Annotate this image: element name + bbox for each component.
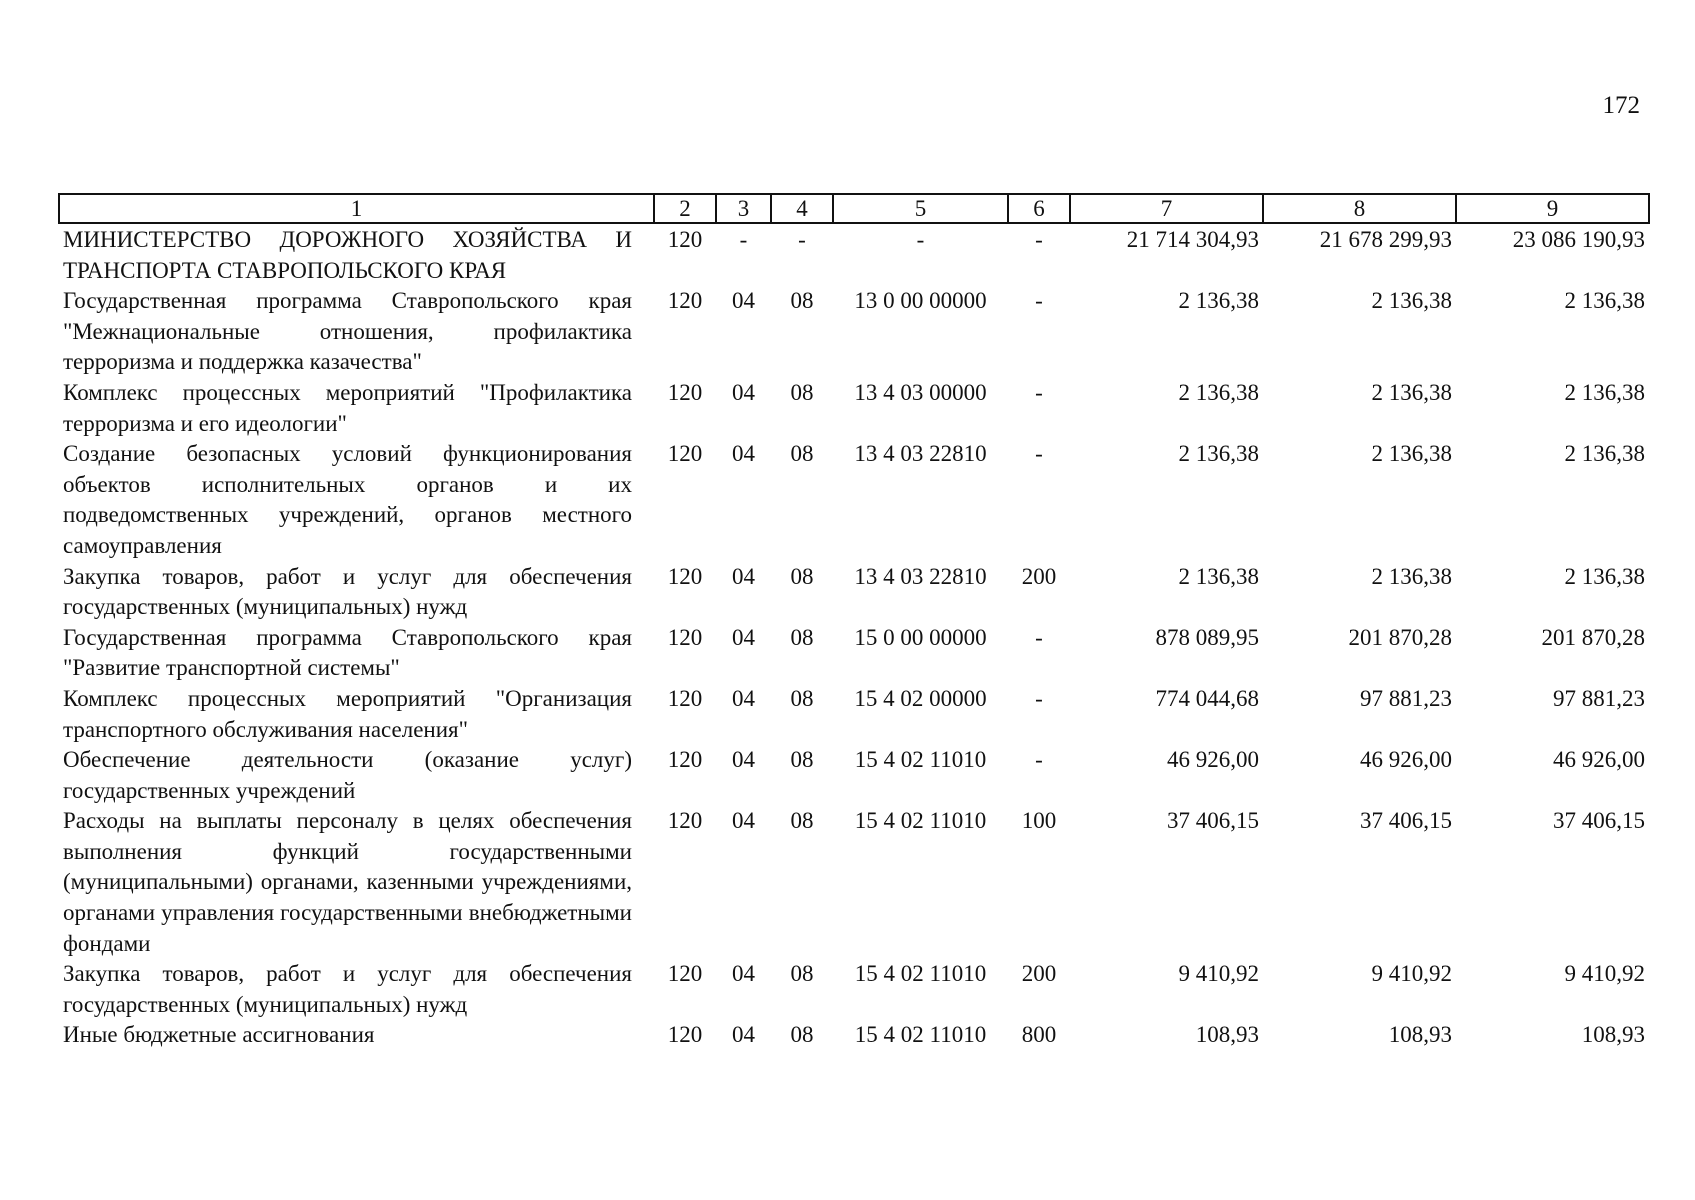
section-code-cell: -: [739, 227, 748, 252]
expense-type-cell: 200: [1021, 563, 1057, 589]
subsection-code-cell: 08: [790, 685, 814, 711]
expense-type-cell: -: [1035, 227, 1043, 252]
subsection-code-cell: 08: [790, 624, 814, 650]
table-row: [59, 286, 1649, 378]
table-row: [59, 623, 1649, 684]
table-row: [59, 378, 1649, 439]
section-code-cell: 04: [732, 624, 755, 650]
amount-col7-cell: 2 136,38: [1178, 441, 1259, 467]
subsection-code-cell: 08: [790, 747, 814, 773]
table-header: [59, 194, 1649, 223]
amount-col8-cell: 37 406,15: [1360, 808, 1452, 834]
subsection-code-cell: 08: [790, 379, 814, 405]
page-number: 172: [1602, 92, 1640, 119]
section-code-cell: 04: [732, 441, 755, 467]
row-name-cell: Государственная программа Ставропольского края "Межнациональные отношения, профилактика терроризма и поддержка казачества": [63, 288, 632, 375]
ministry-code-cell: 120: [667, 685, 703, 711]
table-row: [59, 959, 1649, 1020]
header-cell-5: 5: [833, 194, 1008, 223]
target-article-cell: 13 4 03 00000: [854, 379, 987, 405]
header-cell-7: 7: [1070, 194, 1263, 223]
target-article-cell: 15 0 00 00000: [854, 624, 987, 650]
amount-col9-cell: 23 086 190,93: [1512, 227, 1645, 252]
amount-col7-cell: 878 089,95: [1155, 624, 1259, 650]
expense-type-cell: -: [1035, 441, 1043, 467]
target-article-cell: 15 4 02 11010: [854, 1022, 987, 1048]
expense-type-cell: -: [1035, 288, 1043, 314]
expense-type-cell: 200: [1021, 961, 1057, 987]
section-code-cell: 04: [732, 685, 755, 711]
ministry-code-cell: 120: [667, 808, 703, 834]
subsection-code-cell: 08: [790, 288, 814, 314]
table-row: [59, 684, 1649, 745]
header-cell-1: 1: [59, 194, 654, 223]
header-row: [59, 194, 1649, 223]
amount-col8-cell: 2 136,38: [1371, 379, 1452, 405]
ministry-code-cell: 120: [667, 961, 703, 987]
amount-col8-cell: 2 136,38: [1371, 563, 1452, 589]
header-cell-2: 2: [654, 194, 716, 223]
amount-col9-cell: 2 136,38: [1564, 563, 1645, 589]
subsection-code-cell: 08: [790, 441, 814, 467]
header-cell-4: 4: [771, 194, 833, 223]
ministry-code-cell: 120: [667, 563, 703, 589]
amount-col8-cell: 2 136,38: [1371, 288, 1452, 314]
row-name-cell: Иные бюджетные ассигнования: [63, 1022, 375, 1048]
row-name-cell: Комплекс процессных мероприятий "Профилактика терроризма и его идеологии": [63, 379, 632, 436]
ministry-code-cell: 120: [667, 747, 703, 773]
target-article-cell: 15 4 02 11010: [854, 747, 987, 773]
ministry-code-cell: 120: [667, 441, 703, 467]
amount-col7-cell: 2 136,38: [1178, 563, 1259, 589]
amount-col8-cell: 21 678 299,93: [1319, 227, 1452, 252]
expense-type-cell: 100: [1021, 808, 1057, 834]
expense-type-cell: -: [1035, 379, 1043, 405]
header-cell-6: 6: [1008, 194, 1070, 223]
row-name-cell: Закупка товаров, работ и услуг для обеспечения государственных (муниципальных) нужд: [63, 961, 632, 1017]
subsection-code-cell: 08: [790, 808, 814, 834]
amount-col7-cell: 774 044,68: [1155, 685, 1259, 711]
row-name-cell: Обеспечение деятельности (оказание услуг) государственных учреждений: [63, 747, 632, 803]
section-code-cell: 04: [732, 808, 755, 834]
subsection-code-cell: -: [798, 227, 806, 252]
section-code-cell: 04: [732, 961, 755, 987]
amount-col8-cell: 201 870,28: [1348, 624, 1452, 650]
amount-col8-cell: 2 136,38: [1371, 441, 1452, 467]
table-row: [59, 806, 1649, 959]
ministry-code-cell: 120: [667, 227, 703, 252]
table-body: [59, 223, 1649, 1051]
amount-col7-cell: 37 406,15: [1167, 808, 1259, 834]
expense-type-cell: -: [1035, 624, 1043, 650]
ministry-code-cell: 120: [667, 288, 703, 314]
section-code-cell: 04: [732, 1022, 755, 1048]
section-code-cell: 04: [732, 288, 755, 314]
amount-col9-cell: 2 136,38: [1564, 379, 1645, 405]
table-row: [59, 223, 1649, 286]
target-article-cell: 13 4 03 22810: [854, 441, 987, 467]
header-cell-3: 3: [716, 194, 771, 223]
table-row: [59, 439, 1649, 561]
amount-col8-cell: 46 926,00: [1360, 747, 1452, 773]
subsection-code-cell: 08: [790, 961, 814, 987]
table-row: [59, 562, 1649, 623]
row-name-cell: Комплекс процессных мероприятий "Организация транспортного обслуживания населения": [63, 685, 632, 742]
amount-col9-cell: 201 870,28: [1541, 624, 1645, 650]
expense-type-cell: -: [1035, 685, 1043, 711]
amount-col7-cell: 46 926,00: [1167, 747, 1259, 773]
table-row: [59, 745, 1649, 806]
amount-col8-cell: 9 410,92: [1371, 961, 1452, 987]
subsection-code-cell: 08: [790, 1022, 814, 1048]
section-code-cell: 04: [732, 563, 755, 589]
amount-col7-cell: 2 136,38: [1178, 288, 1259, 314]
header-cell-9: 9: [1456, 194, 1649, 223]
amount-col8-cell: 97 881,23: [1360, 685, 1452, 711]
target-article-cell: 15 4 02 11010: [854, 808, 987, 834]
amount-col9-cell: 2 136,38: [1564, 441, 1645, 467]
expense-type-cell: 800: [1021, 1022, 1057, 1048]
target-article-cell: 15 4 02 00000: [854, 685, 987, 711]
amount-col7-cell: 108,93: [1195, 1022, 1259, 1048]
budget-table: [58, 193, 1650, 1051]
row-name-cell: Закупка товаров, работ и услуг для обеспечения государственных (муниципальных) нужд: [63, 563, 632, 620]
target-article-cell: 13 4 03 22810: [854, 563, 987, 589]
section-code-cell: 04: [732, 379, 755, 405]
row-name-cell: МИНИСТЕРСТВО ДОРОЖНОГО ХОЗЯЙСТВА И ТРАНСПОРТА СТАВРОПОЛЬСКОГО КРАЯ: [63, 227, 632, 283]
target-article-cell: -: [916, 227, 925, 252]
amount-col9-cell: 37 406,15: [1553, 808, 1645, 834]
row-name-cell: Создание безопасных условий функционирования объектов исполнительных органов и их подведомственных учреждений, органов местного самоуправления: [63, 441, 632, 558]
target-article-cell: 15 4 02 11010: [854, 961, 987, 987]
amount-col7-cell: 21 714 304,93: [1126, 227, 1259, 252]
section-code-cell: 04: [732, 747, 755, 773]
amount-col9-cell: 108,93: [1581, 1022, 1645, 1048]
ministry-code-cell: 120: [667, 1022, 703, 1048]
row-name-cell: Государственная программа Ставропольского края "Развитие транспортной системы": [63, 624, 632, 681]
expense-type-cell: -: [1035, 747, 1043, 773]
subsection-code-cell: 08: [790, 563, 814, 589]
ministry-code-cell: 120: [667, 379, 703, 405]
amount-col7-cell: 9 410,92: [1178, 961, 1259, 987]
amount-col9-cell: 9 410,92: [1564, 961, 1645, 987]
amount-col9-cell: 97 881,23: [1553, 685, 1645, 711]
header-cell-8: 8: [1263, 194, 1456, 223]
table-row: [59, 1020, 1649, 1051]
amount-col7-cell: 2 136,38: [1178, 379, 1259, 405]
amount-col9-cell: 46 926,00: [1553, 747, 1645, 773]
ministry-code-cell: 120: [667, 624, 703, 650]
target-article-cell: 13 0 00 00000: [854, 288, 987, 314]
row-name-cell: Расходы на выплаты персоналу в целях обеспечения выполнения функций государственными (муниципальными) органами, казенными учреждениями, органами управления государственными внебюджетными фондами: [63, 808, 632, 956]
amount-col8-cell: 108,93: [1388, 1022, 1452, 1048]
amount-col9-cell: 2 136,38: [1564, 288, 1645, 314]
